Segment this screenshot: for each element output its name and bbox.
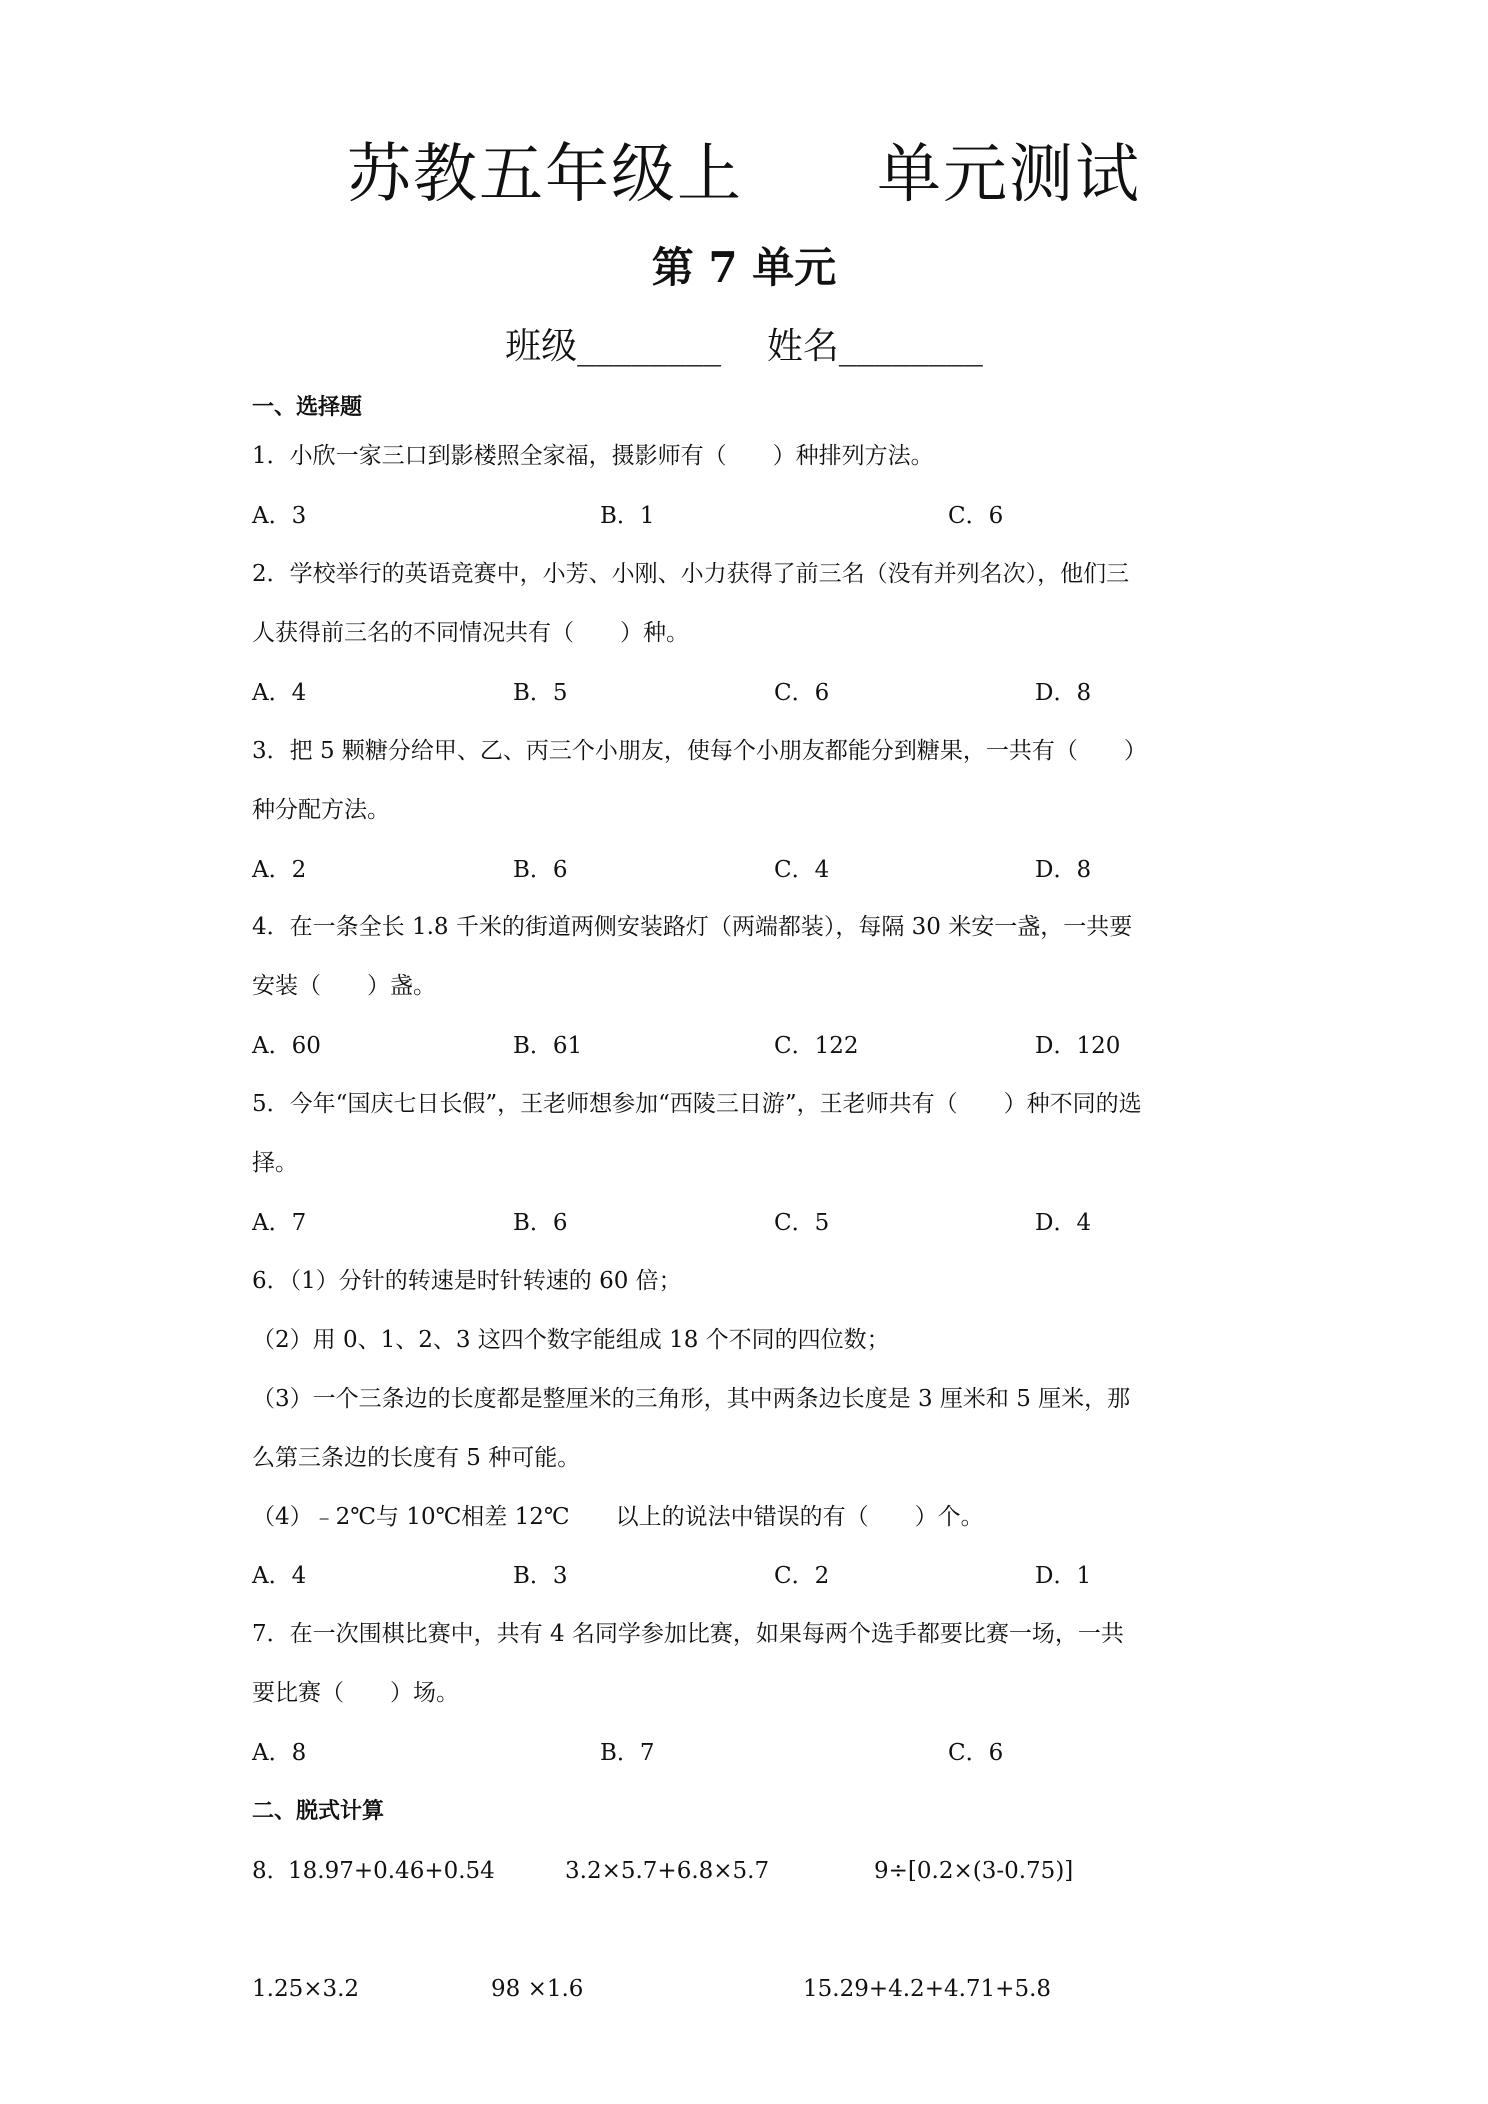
q7-line-2: 要比赛（ ）场。 [252, 1680, 459, 1706]
q4-option-c: C．122 [774, 1033, 859, 1059]
q6-line-3: （3）一个三条边的长度都是整厘米的三角形，其中两条边长度是 3 厘米和 5 厘米，那 [252, 1386, 1131, 1412]
q3-line-2: 种分配方法。 [252, 797, 390, 823]
q1-line-1: 1．小欣一家三口到影楼照全家福，摄影师有（ ）种排列方法。 [252, 443, 934, 469]
q2-option-b: B．5 [513, 680, 568, 706]
calc-expression: 15.29+4.2+4.71+5.8 [803, 1976, 1052, 2002]
q7-option-c: C．6 [948, 1740, 1004, 1766]
q4-option-d: D．120 [1035, 1033, 1121, 1059]
q7-option-a: A．8 [252, 1740, 307, 1766]
q2-line-1: 2．学校举行的英语竞赛中，小芳、小刚、小力获得了前三名（没有并列名次），他们三 [252, 561, 1130, 587]
q1-option-a: A．3 [252, 503, 307, 529]
q5-option-a: A．7 [252, 1210, 307, 1236]
q7-line-1: 7．在一次围棋比赛中，共有 4 名同学参加比赛，如果每两个选手都要比赛一场，一共 [252, 1621, 1124, 1647]
q4-line-1: 4．在一条全长 1.8 千米的街道两侧安装路灯（两端都装），每隔 30 米安一盏，一共要 [252, 914, 1133, 940]
q6-line-5: （4）﹣2℃与 10℃相差 12℃ 以上的说法中错误的有（ ）个。 [252, 1504, 984, 1530]
q4-option-a: A．60 [252, 1033, 321, 1059]
class-name-line: 班级________ 姓名________ [505, 326, 983, 367]
q5-option-b: B．6 [513, 1210, 568, 1236]
q6-option-a: A．4 [252, 1563, 307, 1589]
q4-line-2: 安装（ ）盏。 [252, 973, 436, 999]
q2-line-2: 人获得前三名的不同情况共有（ ）种。 [252, 620, 689, 646]
q2-option-d: D．8 [1035, 680, 1092, 706]
q3-option-c: C．4 [774, 857, 830, 883]
q5-line-1: 5．今年“国庆七日长假”，王老师想参加“西陵三日游”，王老师共有（ ）种不同的选 [252, 1091, 1142, 1117]
q4-option-b: B．61 [513, 1033, 583, 1059]
q3-line-1: 3．把 5 颗糖分给甲、乙、丙三个小朋友，使每个小朋友都能分到糖果，一共有（ ） [252, 738, 1147, 764]
q6-line-4: 么第三条边的长度有 5 种可能。 [252, 1445, 581, 1471]
q3-option-a: A．2 [252, 857, 307, 883]
q7-option-b: B．7 [600, 1740, 655, 1766]
q1-option-b: B．1 [600, 503, 655, 529]
calc-expression: 9÷[0.2×(3-0.75)] [874, 1858, 1074, 1884]
q6-line-1: 6．（1）分针的转速是时针转速的 60 倍； [252, 1268, 682, 1294]
section-calc-heading: 二、脱式计算 [252, 1799, 385, 1824]
calc-expression: 3.2×5.7+6.8×5.7 [565, 1858, 770, 1884]
calc-expression: 98 ×1.6 [491, 1976, 584, 2002]
calc-expression: 18.97+0.46+0.54 [288, 1858, 495, 1884]
q5-option-d: D．4 [1035, 1210, 1092, 1236]
calc-expression: 1.25×3.2 [252, 1976, 360, 2002]
q6-line-2: （2）用 0、1、2、3 这四个数字能组成 18 个不同的四位数； [252, 1327, 890, 1353]
q6-option-c: C．2 [774, 1563, 830, 1589]
q3-option-d: D．8 [1035, 857, 1092, 883]
section-choice-heading: 一、选择题 [252, 395, 363, 420]
q8-label: 8． [252, 1858, 290, 1884]
worksheet-title: 苏教五年级上 单元测试 [346, 138, 1142, 212]
q5-line-2: 择。 [252, 1150, 298, 1176]
q2-option-c: C．6 [774, 680, 830, 706]
q3-option-b: B．6 [513, 857, 568, 883]
unit-title: 第 7 单元 [651, 243, 837, 292]
q6-option-d: D．1 [1035, 1563, 1092, 1589]
q6-option-b: B．3 [513, 1563, 568, 1589]
q1-option-c: C．6 [948, 503, 1004, 529]
q2-option-a: A．4 [252, 680, 307, 706]
q5-option-c: C．5 [774, 1210, 830, 1236]
